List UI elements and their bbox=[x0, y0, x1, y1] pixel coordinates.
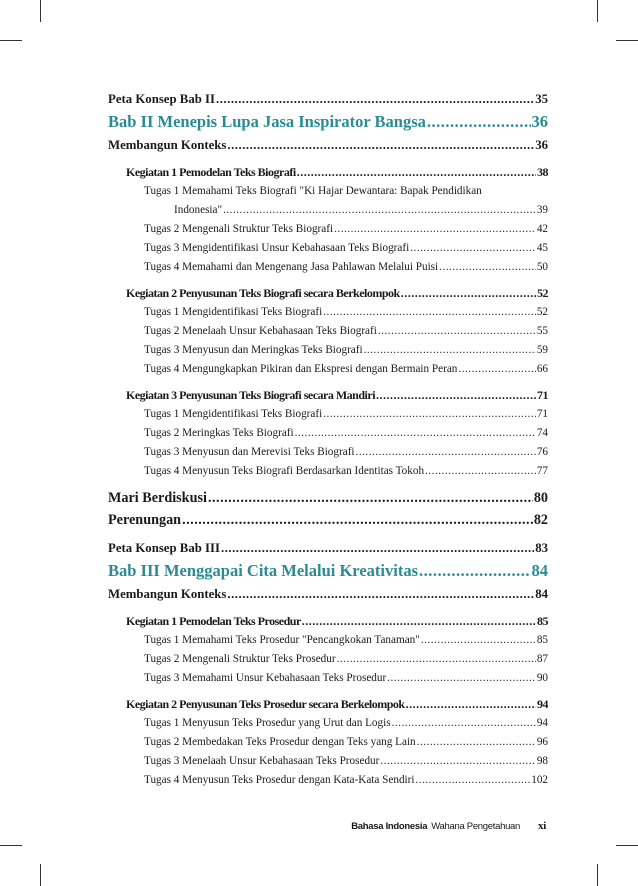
toc-entry-tugas[interactable]: Tugas 1 Menyusun Teks Prosedur yang Urut dan Logis ..... 94 bbox=[144, 714, 548, 733]
page-number: 85 bbox=[537, 614, 548, 628]
page-number: 85 bbox=[536, 634, 548, 646]
page-number: 50 bbox=[536, 261, 548, 273]
page-number: 52 bbox=[536, 306, 548, 318]
crop-mark bbox=[0, 845, 22, 846]
toc-entry-tugas[interactable]: Tugas 2 Meringkas Teks Biografi ..... 74 bbox=[144, 424, 548, 443]
toc-entry-tugas[interactable]: Tugas 4 Mengungkapkan Pikiran dan Ekspresi dengan Bermain Peran ..... 66 bbox=[144, 360, 548, 379]
page-number: 87 bbox=[536, 653, 548, 665]
toc-entry-tugas[interactable]: Tugas 4 Menyusun Teks Prosedur dengan Kata-Kata Sendiri ..... 102 bbox=[144, 771, 548, 790]
page-number: 36 bbox=[531, 112, 548, 131]
toc-entry-tugas[interactable]: Tugas 3 Mengidentifikasi Unsur Kebahasaan Teks Biografi ..... 45 bbox=[144, 239, 548, 258]
toc-entry-kegiatan[interactable]: Kegiatan 2 Penyusunan Teks Biografi secara Berkelompok ..... 52 bbox=[126, 283, 548, 303]
toc-entry-tugas[interactable]: Tugas 4 Memahami dan Mengenang Jasa Pahlawan Melalui Puisi ..... 50 bbox=[144, 258, 548, 277]
page-number: 55 bbox=[536, 325, 548, 337]
page-number: 98 bbox=[536, 755, 548, 767]
page-number: 35 bbox=[535, 92, 548, 106]
page-number: 71 bbox=[536, 408, 548, 420]
toc-entry-tugas[interactable]: Tugas 2 Membedakan Teks Prosedur dengan Teks yang Lain ..... 96 bbox=[144, 733, 548, 752]
toc-entry-tugas[interactable]: Tugas 2 Mengenali Struktur Teks Biografi ..... 42 bbox=[144, 220, 548, 239]
page-number: 102 bbox=[531, 774, 548, 786]
crop-mark bbox=[40, 0, 41, 22]
toc-chapter-bab3[interactable]: Bab III Menggapai Cita Melalui Kreativitas ..... 84 bbox=[108, 559, 548, 583]
toc-entry-tugas[interactable]: Tugas 1 Mengidentifikasi Teks Biografi ..... 71 bbox=[144, 405, 548, 424]
toc-group-kegiatan-1 bbox=[108, 162, 548, 277]
toc-entry-kegiatan[interactable]: Kegiatan 3 Penyusunan Teks Biografi secara Mandiri ..... 71 bbox=[126, 385, 548, 405]
page-number: 83 bbox=[535, 541, 548, 555]
crop-mark bbox=[597, 864, 598, 886]
toc-group-kegiatan-1 bbox=[108, 611, 548, 688]
crop-mark bbox=[0, 40, 22, 41]
toc-entry-tugas[interactable]: Tugas 2 Mengenali Struktur Teks Prosedur ..... 87 bbox=[144, 650, 548, 669]
page-footer bbox=[351, 820, 546, 832]
toc-entry-tugas[interactable]: Tugas 4 Menyusun Teks Biografi Berdasarkan Identitas Tokoh ..... 77 bbox=[144, 462, 548, 481]
crop-mark bbox=[616, 845, 638, 846]
toc-entry-peta-konsep-bab2[interactable]: Peta Konsep Bab II ..... 35 bbox=[108, 88, 548, 110]
page-number: 94 bbox=[537, 697, 548, 711]
page-number: 59 bbox=[536, 344, 548, 356]
page-number: 71 bbox=[537, 388, 548, 402]
toc-group-kegiatan-2 bbox=[108, 694, 548, 790]
book-title: Bahasa Indonesia bbox=[351, 821, 428, 832]
toc-entry-tugas[interactable]: Tugas 1 Memahami Teks Prosedur "Pencangkokan Tanaman" ..... 85 bbox=[144, 631, 548, 650]
footer-page-number: xi bbox=[538, 820, 546, 832]
page-number: 66 bbox=[536, 363, 548, 375]
page-number: 94 bbox=[536, 717, 548, 729]
toc-entry-membangun-konteks[interactable]: Membangun Konteks ..... 36 bbox=[108, 134, 548, 156]
page-number: 80 bbox=[533, 490, 548, 506]
page-number: 96 bbox=[536, 736, 548, 748]
toc-entry-kegiatan[interactable]: Kegiatan 1 Pemodelan Teks Biografi ..... 38 bbox=[126, 162, 548, 182]
toc-entry-tugas[interactable]: Tugas 1 Memahami Teks Biografi "Ki Hajar Dewantara: Bapak Pendidikan Indonesia" ..... 39 bbox=[144, 182, 548, 220]
page-number: 76 bbox=[536, 446, 548, 458]
toc-entry-tugas[interactable]: Tugas 3 Menelaah Unsur Kebahasaan Teks Prosedur ..... 98 bbox=[144, 752, 548, 771]
toc-entry-tugas[interactable]: Tugas 3 Menyusun dan Merevisi Teks Biografi ..... 76 bbox=[144, 443, 548, 462]
toc-entry-kegiatan[interactable]: Kegiatan 2 Penyusunan Teks Prosedur secara Berkelompok ..... 94 bbox=[126, 694, 548, 714]
page-number: 45 bbox=[536, 242, 548, 254]
page-number: 77 bbox=[536, 465, 548, 477]
page-number: 36 bbox=[535, 138, 548, 152]
toc-entry-membangun-konteks[interactable]: Membangun Konteks ..... 84 bbox=[108, 583, 548, 605]
toc-entry-tugas[interactable]: Tugas 1 Mengidentifikasi Teks Biografi ..... 52 bbox=[144, 303, 548, 322]
page-number: 90 bbox=[536, 672, 548, 684]
page-number: 74 bbox=[536, 427, 548, 439]
crop-mark bbox=[616, 40, 638, 41]
crop-mark bbox=[597, 0, 598, 22]
page-number: 84 bbox=[535, 587, 548, 601]
toc-entry-perenungan[interactable]: Perenungan ..... 82 bbox=[108, 509, 548, 531]
toc-chapter-bab2[interactable]: Bab II Menepis Lupa Jasa Inspirator Bangsa ..... 36 bbox=[108, 110, 548, 134]
page-number: 42 bbox=[536, 223, 548, 235]
page-number: 82 bbox=[533, 512, 548, 528]
crop-mark bbox=[40, 864, 41, 886]
table-of-contents bbox=[108, 88, 548, 796]
toc-entry-kegiatan[interactable]: Kegiatan 1 Pemodelan Teks Prosedur ..... 85 bbox=[126, 611, 548, 631]
page-number: 39 bbox=[536, 204, 548, 216]
page-number: 38 bbox=[537, 165, 548, 179]
toc-entry-peta-konsep-bab3[interactable]: Peta Konsep Bab III ..... 83 bbox=[108, 537, 548, 559]
book-subtitle: Wahana Pengetahuan bbox=[431, 821, 521, 832]
toc-group-kegiatan-3 bbox=[108, 385, 548, 481]
toc-group-kegiatan-2 bbox=[108, 283, 548, 379]
page-number: 52 bbox=[537, 286, 548, 300]
toc-entry-mari-berdiskusi[interactable]: Mari Berdiskusi ..... 80 bbox=[108, 487, 548, 509]
toc-entry-tugas[interactable]: Tugas 3 Memahami Unsur Kebahasaan Teks Prosedur ..... 90 bbox=[144, 669, 548, 688]
page-number: 84 bbox=[531, 561, 548, 580]
toc-entry-tugas[interactable]: Tugas 3 Menyusun dan Meringkas Teks Biografi ..... 59 bbox=[144, 341, 548, 360]
toc-entry-tugas[interactable]: Tugas 2 Menelaah Unsur Kebahasaan Teks Biografi ..... 55 bbox=[144, 322, 548, 341]
